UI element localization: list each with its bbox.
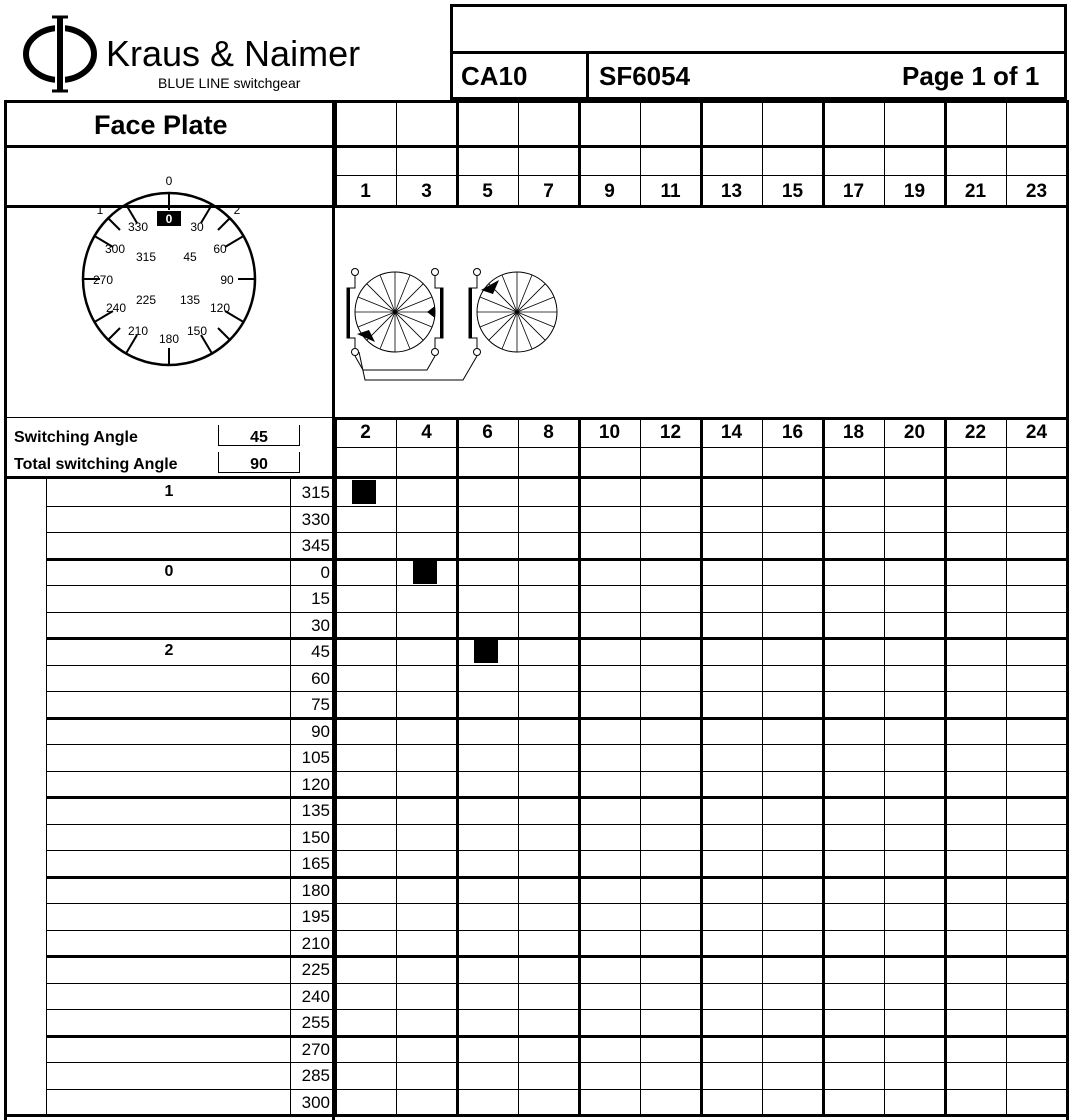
row-angle: 225 <box>301 960 330 979</box>
terminal-top-23: 23 <box>1025 181 1048 202</box>
dial-label: 30 <box>190 220 204 234</box>
row-angle: 0 <box>320 562 330 582</box>
contact-closed-marker <box>352 480 376 504</box>
dial-label: 225 <box>135 293 157 307</box>
brand-logo <box>22 12 442 96</box>
total-switching-angle-value: 90 <box>250 456 268 473</box>
terminal-bottom-24: 24 <box>1025 422 1048 443</box>
terminal-top-21: 21 <box>964 181 987 202</box>
row-position: 0 <box>164 562 174 580</box>
row-position: 1 <box>164 483 174 500</box>
terminal-top-13: 13 <box>720 181 743 202</box>
dial-label: 120 <box>209 301 231 315</box>
terminal-bottom-4: 4 <box>421 422 432 443</box>
row-angle: 210 <box>301 933 330 953</box>
row-angle: 165 <box>301 854 330 873</box>
terminal-bottom-12: 12 <box>659 422 682 443</box>
terminal-top-5: 5 <box>482 181 493 202</box>
dial-label: 135 <box>179 293 201 307</box>
terminal-top-7: 7 <box>543 181 554 202</box>
switching-angle-label: Switching Angle <box>14 429 138 446</box>
dial-position-two: 2 <box>233 203 241 217</box>
phi-logo-icon <box>22 12 102 96</box>
dial-position-zero: 0 <box>165 174 173 188</box>
switch-code: SF6054 <box>599 61 691 91</box>
brand-name: Kraus & Naimer <box>106 33 361 74</box>
row-angle: 300 <box>301 1092 330 1112</box>
terminal-bottom-16: 16 <box>781 422 804 443</box>
row-angle: 315 <box>301 483 330 502</box>
terminal-bottom-10: 10 <box>598 422 621 443</box>
row-angle: 135 <box>301 801 330 820</box>
terminal-top-15: 15 <box>781 181 804 202</box>
dial-position-one: 1 <box>96 203 104 217</box>
dial-label: 210 <box>127 324 149 338</box>
row-angle: 15 <box>311 589 330 608</box>
face-plate-title: Face Plate <box>94 110 228 140</box>
dial-label: 0 <box>165 212 173 226</box>
dial-label: 270 <box>92 273 114 287</box>
row-position: 2 <box>164 642 174 659</box>
brand-tagline: BLUE LINE switchgear <box>158 75 301 91</box>
row-angle: 345 <box>301 536 330 555</box>
series-code: CA10 <box>461 61 528 91</box>
contact-closed-marker <box>474 639 498 663</box>
row-angle: 285 <box>301 1066 330 1085</box>
dial-label: 90 <box>220 273 234 287</box>
terminal-bottom-2: 2 <box>360 422 371 443</box>
dial-label: 240 <box>105 301 127 315</box>
terminal-bottom-14: 14 <box>720 422 743 443</box>
terminal-top-9: 9 <box>604 181 615 202</box>
terminal-bottom-8: 8 <box>543 422 554 443</box>
row-angle: 240 <box>301 986 330 1006</box>
row-angle: 270 <box>301 1039 330 1059</box>
page-number: Page 1 of 1 <box>902 61 1040 91</box>
dial-label: 330 <box>127 220 149 234</box>
row-angle: 330 <box>301 509 330 529</box>
contact-diagram <box>335 250 575 430</box>
row-angle: 120 <box>301 774 330 794</box>
terminal-bottom-20: 20 <box>903 422 926 443</box>
row-angle: 195 <box>301 907 330 926</box>
total-switching-angle-label: Total switching Angle <box>14 456 178 473</box>
terminal-top-17: 17 <box>842 181 865 202</box>
terminal-top-3: 3 <box>421 181 432 202</box>
terminal-top-11: 11 <box>660 181 681 202</box>
dial-label: 180 <box>158 332 180 346</box>
row-angle: 45 <box>311 642 330 661</box>
row-angle: 105 <box>301 748 330 767</box>
switching-angle-value: 45 <box>250 429 268 446</box>
dial-label: 150 <box>186 324 208 338</box>
dial-label: 60 <box>213 242 227 256</box>
terminal-bottom-6: 6 <box>482 422 493 443</box>
contact-closed-marker <box>413 560 437 584</box>
row-angle: 180 <box>301 880 330 900</box>
row-angle: 255 <box>301 1013 330 1032</box>
row-angle: 75 <box>311 695 330 714</box>
row-angle: 60 <box>311 668 330 688</box>
terminal-bottom-22: 22 <box>964 422 987 443</box>
terminal-top-19: 19 <box>903 181 926 202</box>
row-angle: 90 <box>311 721 330 741</box>
face-plate-dial-icon <box>4 148 334 408</box>
dial-label: 300 <box>104 242 126 256</box>
dial-label: 45 <box>183 250 197 264</box>
terminal-top-1: 1 <box>360 181 371 202</box>
row-angle: 150 <box>301 827 330 847</box>
terminal-bottom-18: 18 <box>842 422 865 443</box>
dial-label: 315 <box>135 250 157 264</box>
row-angle: 30 <box>311 615 330 635</box>
